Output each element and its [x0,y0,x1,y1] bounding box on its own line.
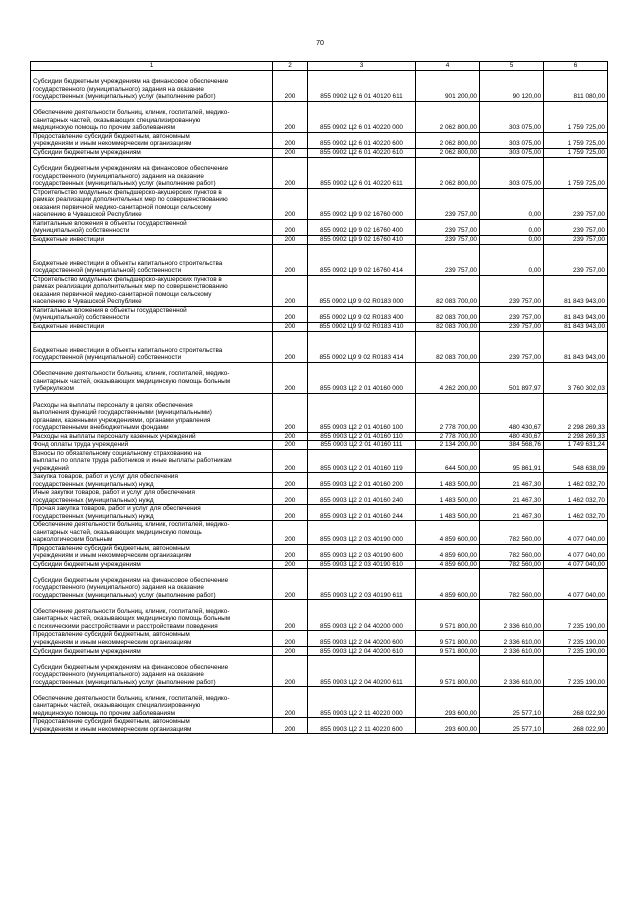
row-value-plan: 293 600,00 [416,687,480,718]
row-name: Обеспечение деятельности больниц, клиник, госпиталей, медико- санитарных частей, оказывающих медицинскую помощь больным туберкулезом [31,362,273,393]
row-value-executed: 239 757,00 [480,331,544,362]
row-value-executed: 239 757,00 [480,306,544,322]
row-value-remainder: 4 077 040,00 [544,521,608,545]
row-value-remainder: 1 462 032,70 [544,473,608,489]
row-kbk: 855 0903 Ц2 2 03 40190 600 [308,544,416,560]
row-value-remainder: 1 462 032,70 [544,489,608,505]
row-value-plan: 1 483 500,00 [416,505,480,521]
row-name: Обеспечение деятельности больниц, клиник, госпиталей, медико- санитарных частей, оказывающих специализированную медицинскую помощь по прочим заболеваниям [31,687,273,718]
table-row [31,235,608,244]
row-value-remainder: 7 235 190,00 [544,656,608,687]
row-value-plan: 82 083 700,00 [416,306,480,322]
row-value-remainder: 239 757,00 [544,244,608,275]
row-name: Субсидии бюджетным учреждениям [31,148,273,157]
row-name: Обеспечение деятельности больниц, клиник, госпиталей, медико- санитарных частей, оказывающих медицинскую помощь больным с психическими расстройствами и расстройствами поведения [31,600,273,631]
row-value-plan: 4 859 600,00 [416,544,480,560]
row-name: Расходы на выплаты персоналу казенных учреждений [31,432,273,441]
row-value-remainder: 239 757,00 [544,235,608,244]
row-value-executed: 0,00 [480,219,544,235]
row-value-plan: 2 778 700,00 [416,432,480,441]
row-name: Капитальные вложения в объекты государственной (муниципальной) собственности [31,219,273,235]
row-code: 200 [273,188,308,219]
row-value-plan: 2 134 200,00 [416,441,480,450]
row-kbk: 855 0902 Ц9 9 02 R0183 000 [308,275,416,306]
row-kbk: 855 0903 Ц2 2 01 40160 111 [308,441,416,450]
row-kbk: 855 0903 Ц2 2 01 40160 100 [308,393,416,432]
table-row [31,441,608,450]
row-value-remainder: 1 749 631,24 [544,441,608,450]
table-row [31,157,608,188]
row-value-plan: 1 483 500,00 [416,489,480,505]
row-kbk: 855 0903 Ц2 2 04 40200 610 [308,647,416,656]
table-row [31,560,608,569]
row-value-remainder: 3 760 302,03 [544,362,608,393]
row-name: Строительство модульных фельдшерско-акушерских пунктов в рамках реализации дополнительных мер по совершенствованию оказания первичной медико-санитарной помощи сельскому населению в Чувашской Республике [31,188,273,219]
table-header-row [31,62,608,71]
row-kbk: 855 0903 Ц2 2 01 40160 119 [308,449,416,473]
row-code: 200 [273,101,308,132]
row-value-plan: 2 062 800,00 [416,157,480,188]
row-code: 200 [273,560,308,569]
row-kbk: 855 0902 Ц9 9 02 R0183 410 [308,322,416,331]
row-code: 200 [273,322,308,331]
table-row [31,362,608,393]
row-name: Субсидии бюджетным учреждениям на финансовое обеспечение государственного (муниципального) задания на оказание государственных (муниципальных) услуг (выполнение работ) [31,157,273,188]
table-row [31,631,608,647]
row-value-executed: 303 075,00 [480,157,544,188]
table-row [31,647,608,656]
row-kbk: 855 0903 Ц2 2 03 40190 610 [308,560,416,569]
row-value-plan: 239 757,00 [416,244,480,275]
row-value-remainder: 268 022,90 [544,718,608,734]
row-name: Иные закупки товаров, работ и услуг для обеспечения государственных (муниципальных) нужд [31,489,273,505]
row-value-plan: 82 083 700,00 [416,322,480,331]
table-row [31,148,608,157]
table-row [31,544,608,560]
row-value-executed: 25 577,10 [480,718,544,734]
header-cell: 1 [31,62,273,71]
row-value-plan: 2 778 700,00 [416,393,480,432]
row-code: 200 [273,157,308,188]
row-value-executed: 21 467,30 [480,489,544,505]
row-code: 200 [273,687,308,718]
row-name: Обеспечение деятельности больниц, клиник, госпиталей, медико- санитарных частей, оказывающих специализированную медицинскую помощь по прочим заболеваниям [31,101,273,132]
table-row [31,244,608,275]
row-value-plan: 4 859 600,00 [416,569,480,600]
row-value-executed: 239 757,00 [480,322,544,331]
row-name: Капитальные вложения в объекты государственной (муниципальной) собственности [31,306,273,322]
row-value-executed: 0,00 [480,235,544,244]
row-code: 200 [273,148,308,157]
row-code: 200 [273,569,308,600]
row-value-remainder: 239 757,00 [544,219,608,235]
row-value-remainder: 81 843 943,00 [544,322,608,331]
row-kbk: 855 0903 Ц2 2 04 40200 600 [308,631,416,647]
table-row [31,132,608,148]
table-row [31,656,608,687]
table-row [31,393,608,432]
row-value-plan: 9 571 800,00 [416,656,480,687]
row-kbk: 855 0903 Ц2 2 04 40200 000 [308,600,416,631]
row-code: 200 [273,70,308,101]
row-value-plan: 4 859 600,00 [416,521,480,545]
row-code: 200 [273,656,308,687]
row-kbk: 855 0902 Ц9 9 02 16760 410 [308,235,416,244]
row-value-executed: 0,00 [480,188,544,219]
row-kbk: 855 0903 Ц2 2 11 40220 600 [308,718,416,734]
table-row [31,188,608,219]
row-value-executed: 782 560,00 [480,569,544,600]
row-kbk: 855 0902 Ц9 9 02 16760 414 [308,244,416,275]
row-name: Обеспечение деятельности больниц, клиник, госпиталей, медико- санитарных частей, оказывающих медицинскую помощь наркологическим больным [31,521,273,545]
header-cell: 5 [480,62,544,71]
row-kbk: 855 0902 Ц2 6 01 40220 610 [308,148,416,157]
row-value-executed: 2 336 610,00 [480,647,544,656]
row-value-executed: 25 577,10 [480,687,544,718]
row-value-remainder: 7 235 190,00 [544,600,608,631]
row-name: Строительство модульных фельдшерско-акушерских пунктов в рамках реализации дополнительных мер по совершенствованию оказания первичной медико-санитарной помощи сельскому населению в Чувашской Республике [31,275,273,306]
table-row [31,569,608,600]
row-value-remainder: 548 638,09 [544,449,608,473]
row-kbk: 855 0903 Ц2 2 03 40190 000 [308,521,416,545]
row-value-remainder: 7 235 190,00 [544,631,608,647]
row-kbk: 855 0902 Ц9 9 02 R0183 400 [308,306,416,322]
row-name: Предоставление субсидий бюджетным, автономным учреждениям и иным некоммерческим организациям [31,631,273,647]
row-name: Прочая закупка товаров, работ и услуг для обеспечения государственных (муниципальных) нужд [31,505,273,521]
row-name: Субсидии бюджетным учреждениям на финансовое обеспечение государственного (муниципального) задания на оказание государственных (муниципальных) услуг (выполнение работ) [31,70,273,101]
row-kbk: 855 0903 Ц2 2 01 40160 110 [308,432,416,441]
row-value-remainder: 81 843 943,00 [544,331,608,362]
budget-table [30,61,608,734]
row-value-plan: 9 571 800,00 [416,647,480,656]
row-value-remainder: 4 077 040,00 [544,560,608,569]
table-body [31,70,608,734]
row-name: Субсидии бюджетным учреждениям [31,647,273,656]
table-row [31,449,608,473]
row-code: 200 [273,449,308,473]
row-code: 200 [273,647,308,656]
header-cell: 6 [544,62,608,71]
page-number: 70 [316,40,324,47]
table-row [31,275,608,306]
row-kbk: 855 0902 Ц9 9 02 16760 000 [308,188,416,219]
row-value-remainder: 7 235 190,00 [544,647,608,656]
row-value-remainder: 1 759 725,00 [544,157,608,188]
table-row [31,101,608,132]
row-code: 200 [273,544,308,560]
row-value-plan: 2 062 800,00 [416,101,480,132]
row-value-executed: 303 075,00 [480,132,544,148]
row-code: 200 [273,432,308,441]
row-kbk: 855 0903 Ц2 2 11 40220 000 [308,687,416,718]
row-value-plan: 82 083 700,00 [416,275,480,306]
row-value-executed: 782 560,00 [480,544,544,560]
row-name: Бюджетные инвестиции в объекты капитального строительства государственной (муниципальной) собственности [31,331,273,362]
row-value-plan: 2 062 800,00 [416,148,480,157]
row-code: 200 [273,631,308,647]
row-value-executed: 21 467,30 [480,473,544,489]
table-row [31,489,608,505]
row-value-remainder: 1 759 725,00 [544,101,608,132]
row-kbk: 855 0902 Ц2 6 01 40220 611 [308,157,416,188]
row-name: Субсидии бюджетным учреждениям на финансовое обеспечение государственного (муниципального) задания на оказание государственных (муниципальных) услуг (выполнение работ) [31,569,273,600]
row-value-plan: 901 200,00 [416,70,480,101]
row-code: 200 [273,521,308,545]
row-kbk: 855 0903 Ц2 2 01 40160 000 [308,362,416,393]
table-row [31,718,608,734]
header-cell: 2 [273,62,308,71]
row-code: 200 [273,362,308,393]
header-cell: 4 [416,62,480,71]
row-value-plan: 2 062 800,00 [416,132,480,148]
row-value-remainder: 1 462 032,70 [544,505,608,521]
row-value-plan: 293 600,00 [416,718,480,734]
row-value-executed: 90 120,00 [480,70,544,101]
row-name: Субсидии бюджетным учреждениям [31,560,273,569]
row-value-remainder: 2 298 269,33 [544,432,608,441]
table-row [31,306,608,322]
row-code: 200 [273,132,308,148]
row-value-plan: 4 859 600,00 [416,560,480,569]
row-code: 200 [273,235,308,244]
row-name: Бюджетные инвестиции [31,322,273,331]
table-row [31,473,608,489]
row-code: 200 [273,600,308,631]
row-name: Предоставление субсидий бюджетным, автономным учреждениям и иным некоммерческим организациям [31,718,273,734]
row-value-remainder: 1 759 725,00 [544,132,608,148]
row-value-executed: 2 336 610,00 [480,656,544,687]
row-value-remainder: 239 757,00 [544,188,608,219]
row-code: 200 [273,306,308,322]
table-row [31,432,608,441]
row-value-remainder: 1 759 725,00 [544,148,608,157]
row-value-plan: 239 757,00 [416,188,480,219]
row-value-remainder: 81 843 943,00 [544,275,608,306]
row-name: Бюджетные инвестиции [31,235,273,244]
row-value-executed: 21 467,30 [480,505,544,521]
row-name: Предоставление субсидий бюджетным, автономным учреждениям и иным некоммерческим организациям [31,544,273,560]
row-value-remainder: 4 077 040,00 [544,544,608,560]
row-name: Бюджетные инвестиции в объекты капитального строительства государственной (муниципальной) собственности [31,244,273,275]
table-row [31,70,608,101]
row-name: Взносы по обязательному социальному страхованию на выплаты по оплате труда работников и иные выплаты работникам учреждений [31,449,273,473]
row-kbk: 855 0903 Ц2 2 03 40190 611 [308,569,416,600]
row-value-executed: 303 075,00 [480,148,544,157]
row-kbk: 855 0902 Ц2 6 01 40220 600 [308,132,416,148]
row-kbk: 855 0902 Ц2 6 01 40220 000 [308,101,416,132]
row-value-executed: 480 430,67 [480,393,544,432]
row-value-executed: 0,00 [480,244,544,275]
table-row [31,600,608,631]
row-value-plan: 9 571 800,00 [416,600,480,631]
row-value-plan: 644 500,00 [416,449,480,473]
row-code: 200 [273,718,308,734]
row-value-remainder: 811 080,00 [544,70,608,101]
row-value-plan: 239 757,00 [416,235,480,244]
row-value-plan: 9 571 800,00 [416,631,480,647]
row-code: 200 [273,393,308,432]
row-name: Субсидии бюджетным учреждениям на финансовое обеспечение государственного (муниципального) задания на оказание государственных (муниципальных) услуг (выполнение работ) [31,656,273,687]
row-value-executed: 384 568,76 [480,441,544,450]
row-value-executed: 782 560,00 [480,560,544,569]
row-kbk: 855 0903 Ц2 2 01 40160 240 [308,489,416,505]
table-row [31,521,608,545]
row-value-executed: 2 336 610,00 [480,600,544,631]
table-row [31,219,608,235]
row-value-executed: 480 430,67 [480,432,544,441]
table-row [31,322,608,331]
row-value-remainder: 268 022,90 [544,687,608,718]
row-kbk: 855 0902 Ц9 9 02 16760 400 [308,219,416,235]
row-name: Фонд оплаты труда учреждений [31,441,273,450]
row-code: 200 [273,244,308,275]
row-value-executed: 501 897,97 [480,362,544,393]
table-row [31,505,608,521]
row-value-plan: 4 262 200,00 [416,362,480,393]
row-code: 200 [273,473,308,489]
row-value-executed: 782 560,00 [480,521,544,545]
row-value-remainder: 4 077 040,00 [544,569,608,600]
row-value-remainder: 81 843 943,00 [544,306,608,322]
row-value-executed: 239 757,00 [480,275,544,306]
header-cell: 3 [308,62,416,71]
row-kbk: 855 0903 Ц2 2 04 40200 611 [308,656,416,687]
row-value-plan: 1 483 500,00 [416,473,480,489]
row-code: 200 [273,441,308,450]
row-name: Расходы на выплаты персоналу в целях обеспечения выполнения функций государственными (муниципальными) органами, казенными учреждениями, органами управления государственными внебюджетными фондами [31,393,273,432]
row-code: 200 [273,489,308,505]
row-kbk: 855 0903 Ц2 2 01 40160 244 [308,505,416,521]
row-code: 200 [273,505,308,521]
row-value-executed: 2 336 610,00 [480,631,544,647]
row-code: 200 [273,331,308,362]
row-kbk: 855 0903 Ц2 2 01 40160 200 [308,473,416,489]
row-value-plan: 239 757,00 [416,219,480,235]
row-value-plan: 82 083 700,00 [416,331,480,362]
row-kbk: 855 0902 Ц9 9 02 R0183 414 [308,331,416,362]
table-row [31,331,608,362]
row-value-remainder: 2 298 269,33 [544,393,608,432]
row-kbk: 855 0902 Ц2 6 01 40120 611 [308,70,416,101]
row-value-executed: 303 075,00 [480,101,544,132]
row-code: 200 [273,219,308,235]
row-code: 200 [273,275,308,306]
row-name: Предоставление субсидий бюджетным, автономным учреждениям и иным некоммерческим организациям [31,132,273,148]
row-value-executed: 95 861,91 [480,449,544,473]
table-row [31,687,608,718]
row-name: Закупка товаров, работ и услуг для обеспечения государственных (муниципальных) нужд [31,473,273,489]
